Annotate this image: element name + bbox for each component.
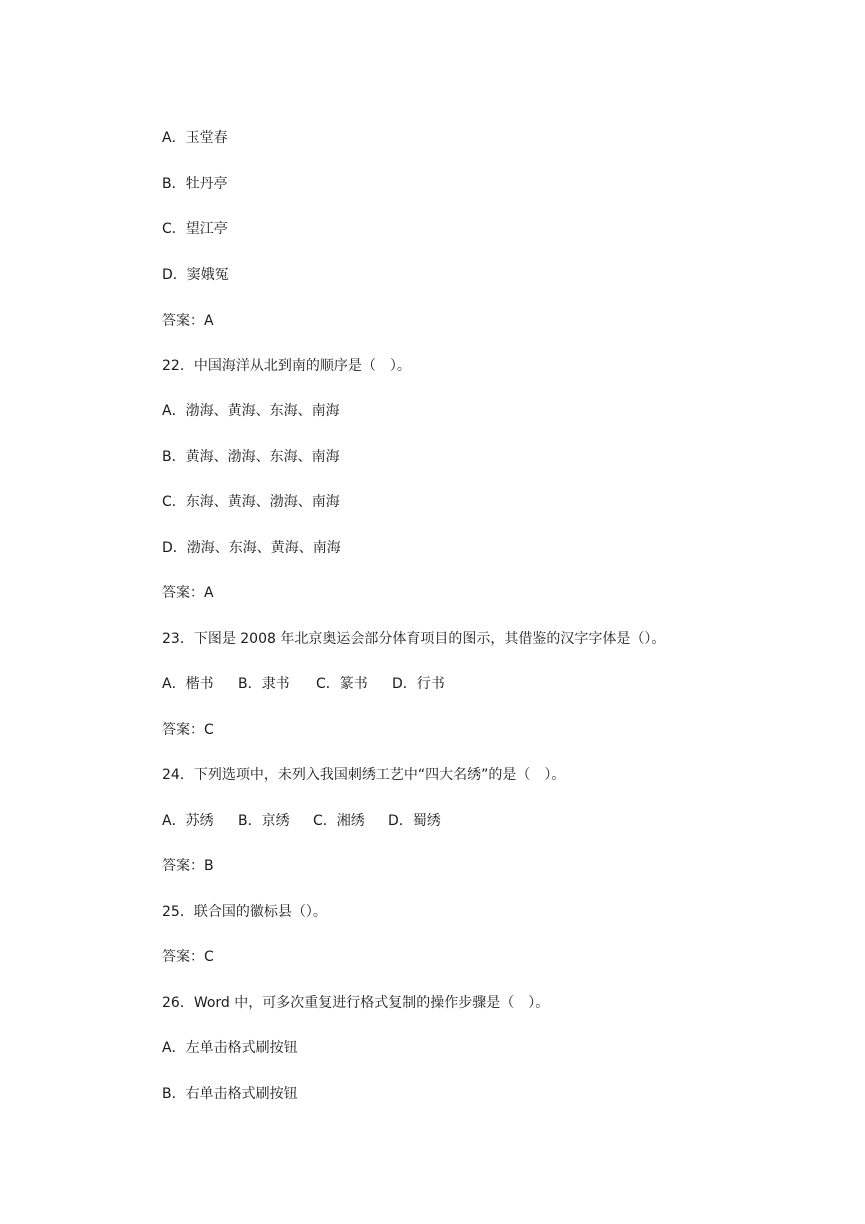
q24-stem: 24．下列选项中，未列入我国刺绣工艺中“四大名绣”的是（ ）。 <box>162 767 566 783</box>
q23-option-d: D．行书 <box>392 676 445 692</box>
q23-options <box>162 675 445 693</box>
q21-option-d: D．窦娥冤 <box>162 267 229 283</box>
q21-option-a: A．玉堂春 <box>162 130 228 146</box>
q22-answer: 答案：A <box>162 585 214 601</box>
q21-option-c: C．望江亭 <box>162 221 228 237</box>
q23-option-b: B．隶书 <box>238 676 290 692</box>
q23-answer: 答案：C <box>162 722 214 738</box>
q24-option-d: D．蜀绣 <box>388 813 441 829</box>
q26-stem: 26．Word 中，可多次重复进行格式复制的操作步骤是（ ）。 <box>162 995 550 1011</box>
q21-option-b: B．牡丹亭 <box>162 176 228 192</box>
q24-options <box>162 812 441 830</box>
q25-answer: 答案：C <box>162 949 214 965</box>
q23-option-a: A．楷书 <box>162 676 214 692</box>
q24-option-c: C．湘绣 <box>313 813 365 829</box>
q23-option-c: C．篆书 <box>316 676 368 692</box>
q26-option-a: A．左单击格式刷按钮 <box>162 1040 298 1056</box>
q24-option-a: A．苏绣 <box>162 813 214 829</box>
q25-stem: 25．联合国的徽标县（）。 <box>162 904 327 920</box>
q22-option-c: C．东海、黄海、渤海、南海 <box>162 494 340 510</box>
q22-option-d: D．渤海、东海、黄海、南海 <box>162 540 341 556</box>
q23-stem: 23．下图是 2008 年北京奥运会部分体育项目的图示，其借鉴的汉字字体是（）。 <box>162 631 666 647</box>
q24-answer: 答案：B <box>162 858 214 874</box>
q22-stem: 22．中国海洋从北到南的顺序是（ ）。 <box>162 358 411 374</box>
q22-option-a: A．渤海、黄海、东海、南海 <box>162 403 340 419</box>
q21-answer: 答案：A <box>162 313 214 329</box>
q24-option-b: B．京绣 <box>238 813 290 829</box>
q22-option-b: B．黄海、渤海、东海、南海 <box>162 449 340 465</box>
q26-option-b: B．右单击格式刷按钮 <box>162 1086 298 1102</box>
